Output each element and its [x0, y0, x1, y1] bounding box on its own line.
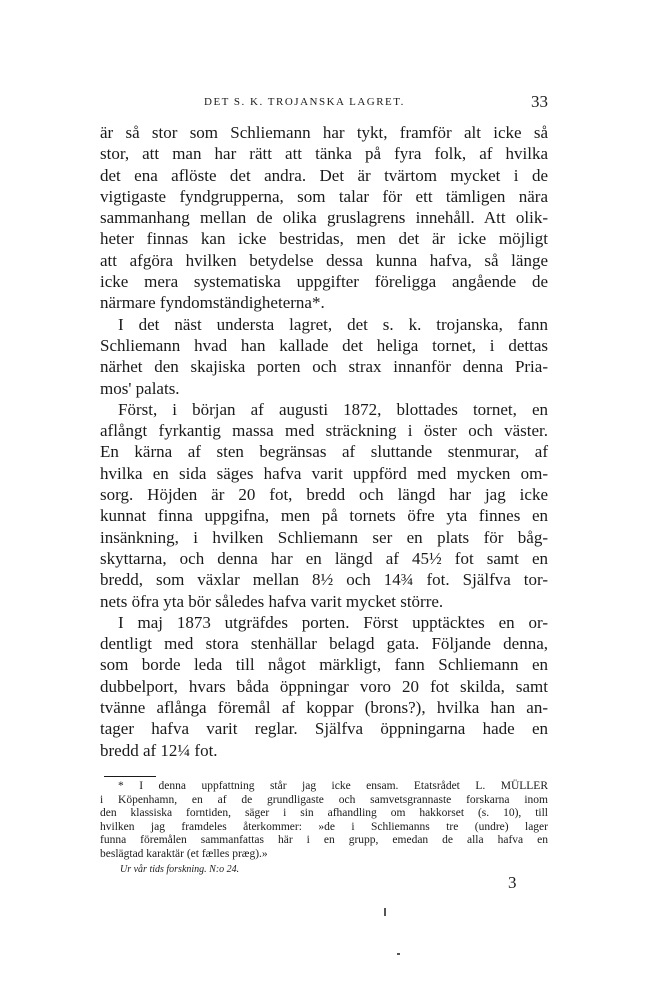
- text-line: I maj 1873 utgräfdes porten. Först upptäcktes en or-: [118, 612, 548, 632]
- body-text: [100, 122, 548, 761]
- text-line: tvänne aflånga föremål af koppar (brons?), hvilka han an-: [100, 698, 548, 718]
- text-line: som borde leda till något märkligt, fann Schliemann en: [100, 655, 548, 675]
- footnotes: [100, 780, 548, 862]
- footnote-divider: [104, 776, 156, 777]
- signature-line: Ur vår tids forskning. N:o 24.: [120, 864, 240, 875]
- text-line: insänkning, i hvilken Schliemann ser en plats för båg-: [100, 527, 548, 547]
- text-line: aflångt fyrkantig massa med sträckning i öster och väster.: [100, 421, 548, 441]
- footnote-line: beslägtad karaktär (et fælles præg).»: [100, 847, 268, 860]
- text-line: att afgöra hvilken betydelse dessa kunna hafva, så länge: [100, 250, 548, 270]
- footnote-line: den klassiska forntiden, säger i sin afhandling om hakkorset (s. 10), till: [100, 807, 548, 820]
- text-line: det ena aflöste det andra. Det är tvärtom mycket i de: [100, 165, 548, 185]
- text-line: skyttarna, och denna har en längd af 45½ fot samt en: [100, 548, 548, 568]
- text-line: I det näst understa lagret, det s. k. trojanska, fann: [118, 314, 548, 334]
- text-line: närhet den skajiska porten och strax innanför denna Pria-: [100, 357, 548, 377]
- sheet-number: 3: [508, 873, 517, 892]
- text-line: icke mera systematiska uppgifter föreligga angående de: [100, 272, 548, 292]
- text-line: nets öfra yta bör således hafva varit mycket större.: [100, 591, 444, 611]
- text-line: Schliemann hvad han kallade det heliga tornet, i dettas: [100, 335, 548, 355]
- text-line: tager hafva varit reglar. Själfva öppningarna hade en: [100, 719, 548, 739]
- text-line: Först, i början af augusti 1872, blottades tornet, en: [118, 399, 548, 419]
- page-number: 33: [531, 92, 548, 111]
- text-line: dubbelport, hvars båda öppningar voro 20 fot skilda, samt: [100, 676, 548, 696]
- text-line: heter finnas kan icke bestridas, men det är icke möjligt: [100, 229, 548, 249]
- page-header: [100, 94, 548, 114]
- running-title: DET S. K. TROJANSKA LAGRET.: [204, 96, 405, 108]
- text-line: hvilka en sida säges hafva varit uppförd med mycken om-: [100, 463, 548, 483]
- footnote-line: * I denna uppfattning står jag icke ensam. Etatsrådet L. MÜLLER: [118, 780, 548, 792]
- text-line: sammanhang mellan de olika gruslagrens innehåll. Att olik-: [100, 208, 548, 228]
- text-line: vigtigaste fyndgrupperna, som talar för ett tämligen nära: [100, 186, 548, 206]
- text-line: kunnat finna uppgifna, men på tornets öfre yta finnes en: [100, 506, 548, 526]
- text-line: En kärna af sten begränsas af sluttande stenmurar, af: [100, 442, 548, 462]
- text-line: stor, att man har rätt att tänka på fyra folk, af hvilka: [100, 144, 548, 164]
- text-line: mos' palats.: [100, 378, 180, 398]
- text-line: är så stor som Schliemann har tykt, framför alt icke så: [100, 123, 548, 142]
- text-line: dentligt med stora stenhällar belagd gata. Följande denna,: [100, 634, 548, 654]
- text-line: sorg. Höjden är 20 fot, bredd och längd har jag icke: [100, 485, 548, 505]
- print-speck: [384, 908, 386, 916]
- footnote-line: i Köpenhamn, en af de grundligaste och samvetsgrannaste forskarna inom: [100, 793, 548, 806]
- print-speck: [397, 953, 400, 955]
- footnote-line: funna föremålen sammanfattas här i en grupp, emedan de alla hafva en: [100, 834, 548, 847]
- text-line: bredd, som växlar mellan 8½ och 14¾ fot. Själfva tor-: [100, 570, 548, 590]
- text-line: närmare fyndomständigheterna*.: [100, 293, 325, 313]
- footnote-line: hvilken jag framdeles återkommer: »de i Schliemanns tre (undre) lager: [100, 820, 548, 833]
- text-line: bredd af 12¼ fot.: [100, 740, 218, 760]
